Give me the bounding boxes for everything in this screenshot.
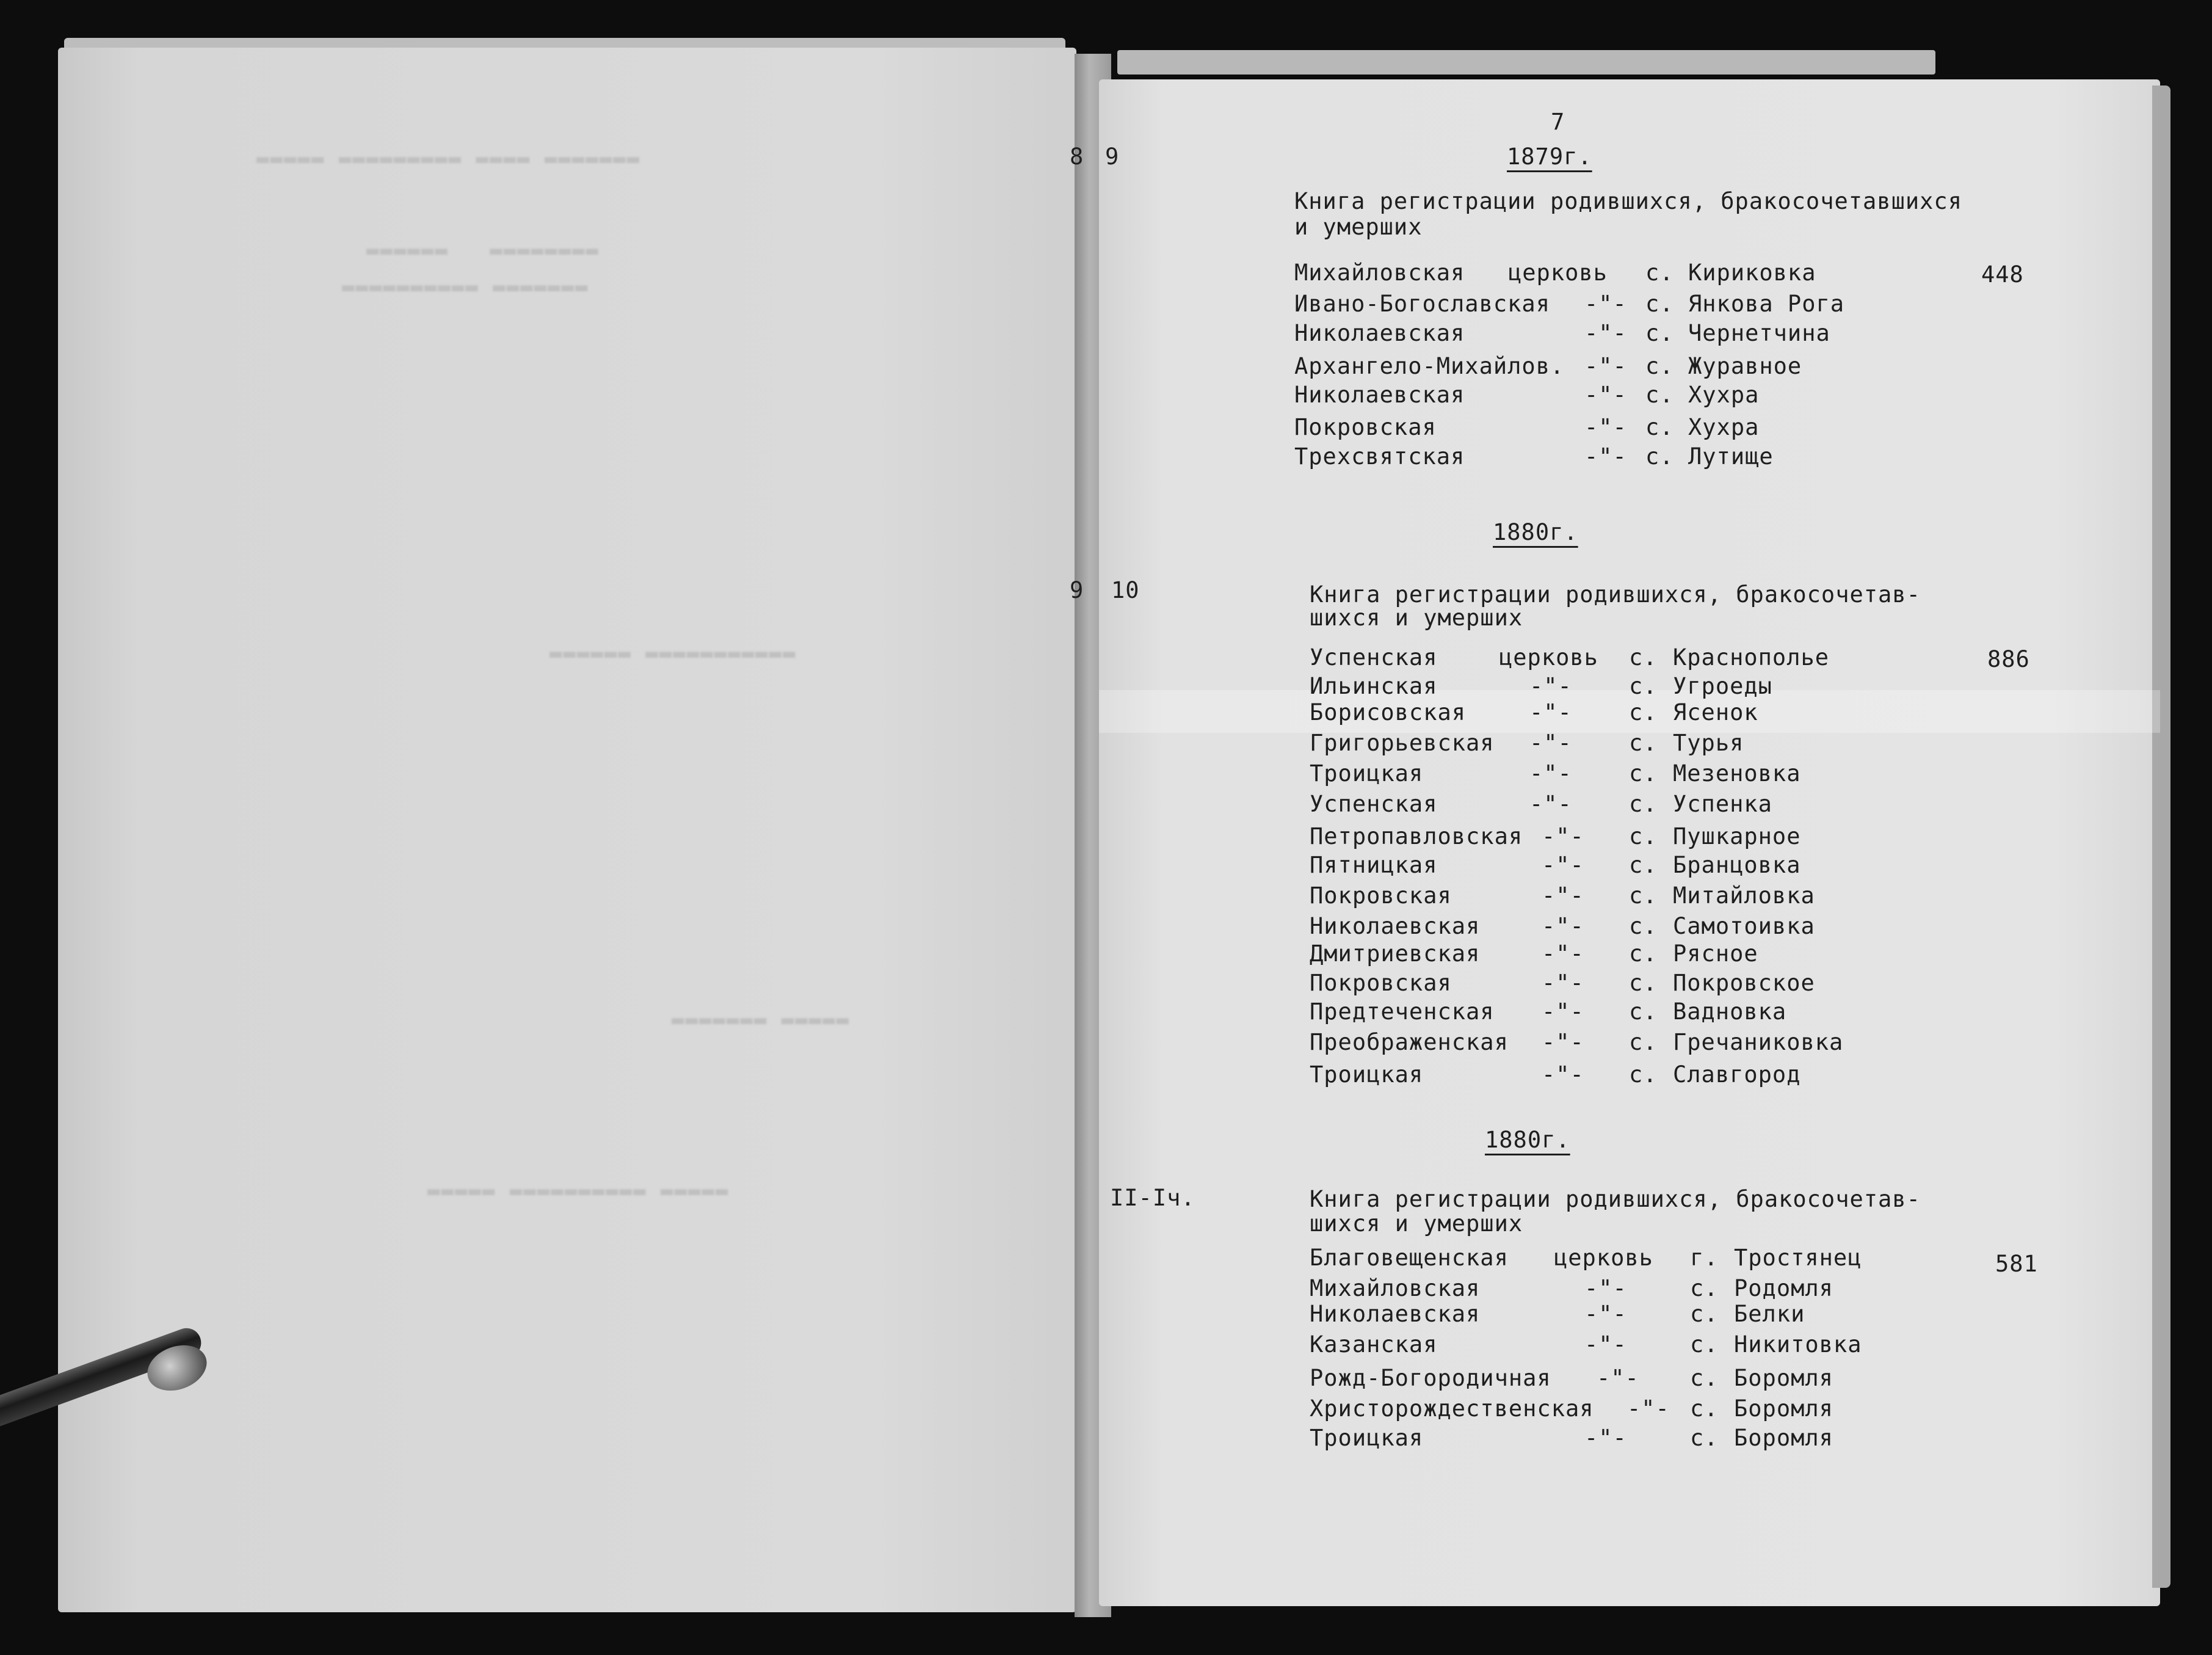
settlement-type: с.	[1645, 260, 1674, 286]
record-total: 886	[1987, 646, 2030, 672]
church-type: -"-	[1529, 673, 1572, 699]
settlement-type: с.	[1690, 1365, 1719, 1391]
settlement-name: Боромля	[1734, 1395, 1833, 1422]
book-title-line: Книга регистрации родившихся, бракосочетавшихся	[1294, 188, 1962, 214]
church-name: Михайловская	[1294, 260, 1465, 286]
church-type: -"-	[1584, 320, 1627, 346]
settlement-type: с.	[1629, 1061, 1658, 1088]
settlement-type: с.	[1629, 699, 1658, 726]
church-name: Покровская	[1310, 970, 1452, 996]
church-type: -"-	[1529, 760, 1572, 787]
settlement-type: г.	[1690, 1245, 1719, 1271]
settlement-type: с.	[1629, 644, 1658, 671]
church-name: Троицкая	[1310, 760, 1424, 787]
margin-fragment: 8	[1070, 144, 1084, 170]
church-name: Ильинская	[1310, 673, 1438, 699]
church-type: -"-	[1542, 1061, 1584, 1088]
settlement-type: с.	[1629, 970, 1658, 996]
archive-number: II-Iч.	[1110, 1185, 1195, 1211]
church-type: -"-	[1627, 1395, 1670, 1422]
church-type: -"-	[1584, 291, 1627, 317]
church-name: Архангело-Михайлов.	[1294, 353, 1565, 379]
settlement-name: Мезеновка	[1673, 760, 1801, 787]
church-name: Дмитриевская	[1310, 940, 1481, 967]
settlement-name: Родомля	[1734, 1275, 1833, 1301]
settlement-name: Журавное	[1688, 353, 1802, 379]
settlement-type: с.	[1690, 1395, 1719, 1422]
book-title-line: Книга регистрации родившихся, бракосочетав-	[1310, 1186, 1921, 1212]
settlement-name: Успенка	[1673, 791, 1772, 817]
settlement-type: с.	[1629, 823, 1658, 849]
settlement-type: с.	[1690, 1275, 1719, 1301]
right-page-top-edge	[1117, 50, 1935, 75]
church-name: Благовещенская	[1310, 1245, 1509, 1271]
church-name: Троицкая	[1310, 1425, 1424, 1451]
church-type: -"-	[1584, 1275, 1627, 1301]
section-year: 1880г.	[1493, 519, 1578, 545]
church-name: Николаевская	[1310, 1301, 1481, 1327]
settlement-type: с.	[1645, 320, 1674, 346]
settlement-name: Хухра	[1688, 414, 1760, 440]
church-type: -"-	[1584, 382, 1627, 408]
church-name: Николаевская	[1294, 382, 1465, 408]
church-name: Успенская	[1310, 791, 1438, 817]
settlement-type: с.	[1690, 1425, 1719, 1451]
church-name: Рожд-Богородичная	[1310, 1365, 1551, 1391]
record-total: 448	[1981, 261, 2024, 288]
settlement-name: Тростянец	[1734, 1245, 1862, 1271]
church-type: -"-	[1542, 913, 1584, 939]
church-type: -"-	[1529, 791, 1572, 817]
settlement-type: с.	[1645, 443, 1674, 470]
settlement-name: Краснополье	[1673, 644, 1830, 671]
church-type: -"-	[1529, 730, 1572, 756]
settlement-type: с.	[1645, 414, 1674, 440]
settlement-name: Ясенок	[1673, 699, 1758, 726]
settlement-name: Бранцовка	[1673, 852, 1801, 878]
church-name: Пятницкая	[1310, 852, 1438, 878]
church-name: Христорождественская	[1310, 1395, 1594, 1422]
church-name: Борисовская	[1310, 699, 1467, 726]
church-name: Казанская	[1310, 1331, 1438, 1358]
settlement-type: с.	[1629, 882, 1658, 909]
settlement-type: с.	[1690, 1331, 1719, 1358]
church-type: -"-	[1597, 1365, 1639, 1391]
settlement-type: с.	[1645, 353, 1674, 379]
settlement-type: с.	[1629, 913, 1658, 939]
settlement-name: Пушкарное	[1673, 823, 1801, 849]
right-page-edge	[2152, 85, 2170, 1588]
settlement-type: с.	[1690, 1301, 1719, 1327]
settlement-name: Турья	[1673, 730, 1744, 756]
church-name: Петропавловская	[1310, 823, 1523, 849]
church-name: Успенская	[1310, 644, 1438, 671]
church-name: Ивано-Богославская	[1294, 291, 1550, 317]
settlement-type: с.	[1629, 673, 1658, 699]
archive-number: 9	[1070, 577, 1084, 603]
church-name: Григорьевская	[1310, 730, 1495, 756]
settlement-type: с.	[1629, 730, 1658, 756]
settlement-name: Боромля	[1734, 1425, 1833, 1451]
settlement-name: Покровское	[1673, 970, 1815, 996]
section-year: 1880г.	[1485, 1127, 1570, 1153]
settlement-name: Белки	[1734, 1301, 1805, 1327]
settlement-name: Кириковка	[1688, 260, 1816, 286]
church-name: Михайловская	[1310, 1275, 1481, 1301]
church-type: -"-	[1542, 998, 1584, 1025]
record-total: 581	[1995, 1251, 2038, 1277]
settlement-name: Боромля	[1734, 1365, 1833, 1391]
settlement-type: с.	[1629, 852, 1658, 878]
bleed-through-text: ▬▬▬▬▬▬▬ ▬▬▬▬▬	[672, 1008, 850, 1032]
bleed-through-text: ▬▬▬▬▬▬ ▬▬▬▬▬▬▬▬	[366, 238, 600, 263]
settlement-name: Лутище	[1688, 443, 1774, 470]
church-name: Покровская	[1294, 414, 1437, 440]
bleed-through-text: ▬▬▬▬▬ ▬▬▬▬▬▬▬▬▬▬ ▬▬▬▬▬	[427, 1179, 730, 1203]
church-type: -"-	[1584, 414, 1627, 440]
settlement-type: с.	[1645, 382, 1674, 408]
bleed-through-text: ▬▬▬▬▬▬ ▬▬▬▬▬▬▬▬▬▬▬	[549, 641, 797, 666]
church-type: -"-	[1542, 970, 1584, 996]
settlement-name: Янкова Рога	[1688, 291, 1845, 317]
church-name: Покровская	[1310, 882, 1452, 909]
church-type: -"-	[1584, 1301, 1627, 1327]
settlement-name: Славгород	[1673, 1061, 1801, 1088]
settlement-type: с.	[1629, 1029, 1658, 1055]
settlement-name: Гречаниковка	[1673, 1029, 1844, 1055]
church-name: Трехсвятская	[1294, 443, 1465, 470]
church-type: -"-	[1584, 1331, 1627, 1358]
church-type: -"-	[1542, 852, 1584, 878]
book-title-line: шихся и умерших	[1310, 1210, 1523, 1237]
church-name: Предтеченская	[1310, 998, 1495, 1025]
church-name: Преображенская	[1310, 1029, 1509, 1055]
book-title-line: и умерших	[1294, 214, 1423, 240]
church-type: -"-	[1542, 823, 1584, 849]
church-type: -"-	[1542, 940, 1584, 967]
section-year: 1879г.	[1507, 144, 1592, 170]
bleed-through-text: ▬▬▬▬▬▬▬▬▬▬ ▬▬▬▬▬▬▬	[342, 275, 589, 299]
church-type: -"-	[1584, 1425, 1627, 1451]
book-title-line: шихся и умерших	[1310, 605, 1523, 631]
settlement-name: Угроеды	[1673, 673, 1772, 699]
settlement-type: с.	[1629, 791, 1658, 817]
church-type: церковь	[1508, 260, 1608, 286]
settlement-type: с.	[1629, 760, 1658, 787]
settlement-name: Хухра	[1688, 382, 1760, 408]
church-name: Троицкая	[1310, 1061, 1424, 1088]
church-type: -"-	[1542, 882, 1584, 909]
settlement-type: с.	[1645, 291, 1674, 317]
settlement-name: Митайловка	[1673, 882, 1815, 909]
settlement-name: Рясное	[1673, 940, 1758, 967]
settlement-name: Никитовка	[1734, 1331, 1862, 1358]
church-type: церковь	[1499, 644, 1598, 671]
church-type: церковь	[1554, 1245, 1653, 1271]
settlement-type: с.	[1629, 998, 1658, 1025]
settlement-name: Самотоивка	[1673, 913, 1815, 939]
church-name: Николаевская	[1310, 913, 1481, 939]
bleed-through-text: ▬▬▬▬▬ ▬▬▬▬▬▬▬▬▬ ▬▬▬▬ ▬▬▬▬▬▬▬	[256, 147, 641, 171]
settlement-type: с.	[1629, 940, 1658, 967]
archive-number: 9	[1105, 144, 1120, 170]
church-type: -"-	[1542, 1029, 1584, 1055]
church-type: -"-	[1584, 443, 1627, 470]
settlement-name: Чернетчина	[1688, 320, 1830, 346]
church-type: -"-	[1584, 353, 1627, 379]
page-number: 7	[1551, 109, 1565, 135]
church-type: -"-	[1529, 699, 1572, 726]
archive-number: 10	[1111, 577, 1140, 603]
settlement-name: Вадновка	[1673, 998, 1787, 1025]
book-title-line: Книга регистрации родившихся, бракосочетав-	[1310, 581, 1921, 608]
church-name: Николаевская	[1294, 320, 1465, 346]
